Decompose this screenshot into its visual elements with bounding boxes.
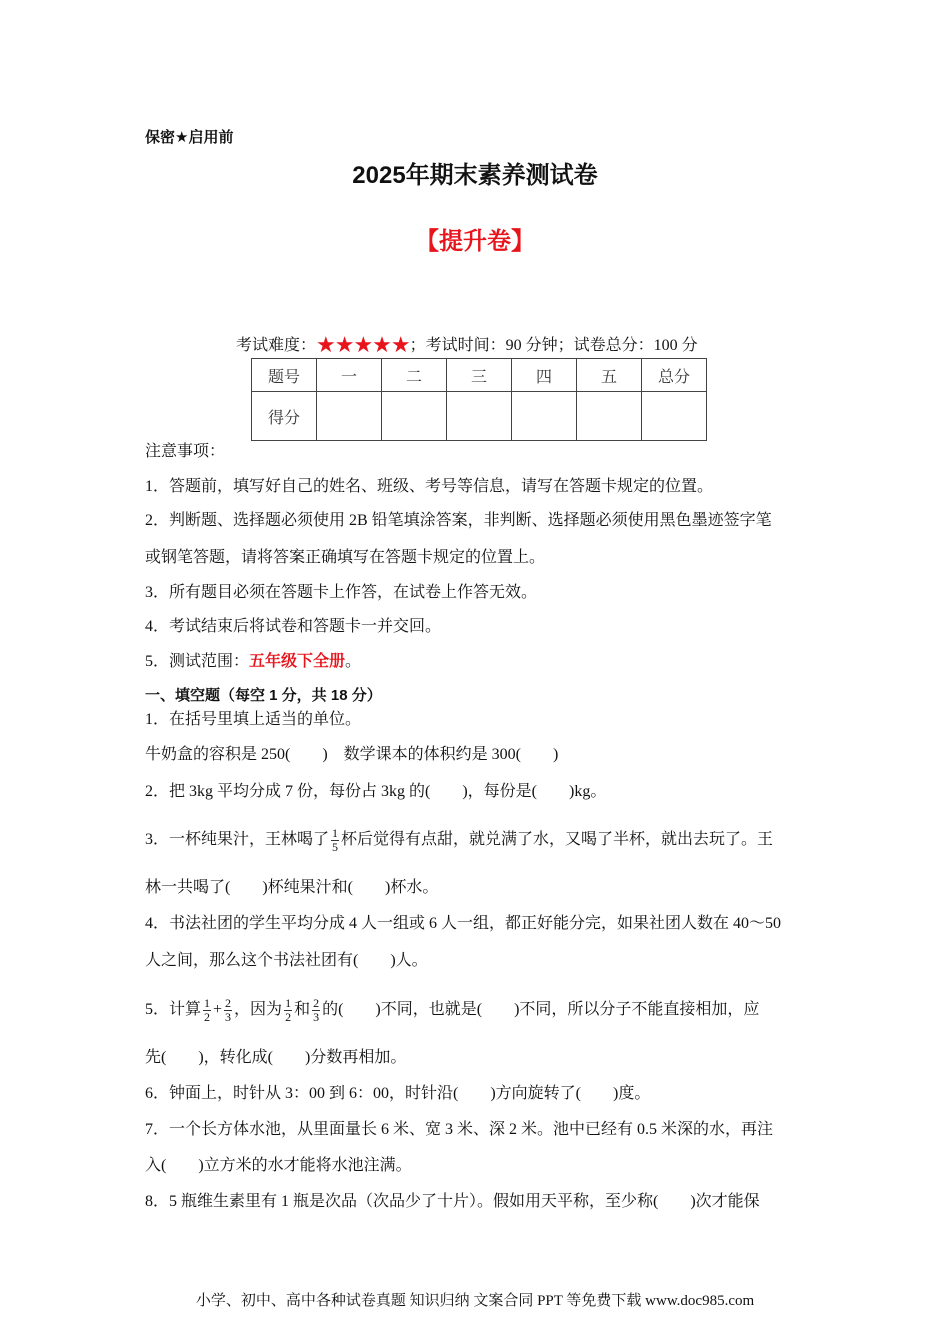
header-cell: 二	[382, 359, 447, 392]
question-3-line2: 林一共喝了( )杯纯果汁和( )杯水。	[145, 879, 439, 896]
note-item: 4．考试结束后将试卷和答题卡一并交回。	[145, 618, 442, 635]
header-cell: 总分	[642, 359, 707, 392]
q5-text: 的( )不同，也就是( )不同，所以分子不能直接相加，应	[322, 1001, 760, 1018]
notes-title: 注意事项：	[145, 443, 226, 460]
header-cell: 三	[447, 359, 512, 392]
score-cell[interactable]	[317, 392, 382, 441]
scope-value: 五年级下全册	[249, 653, 346, 670]
q3-text: 3．一杯纯果汁，王林喝了	[145, 831, 330, 848]
fraction	[224, 997, 232, 1024]
difficulty-stars-icon: ★★★★★	[316, 332, 410, 357]
footer-text: 小学、初中、高中各种试卷真题 知识归纳 文案合同 PPT 等免费下载 www.doc985.com	[195, 1293, 755, 1309]
header-cell: 四	[512, 359, 577, 392]
difficulty-label: 考试难度：	[236, 337, 317, 354]
note-item: 1．答题前，填写好自己的姓名、班级、考号等信息，请写在答题卡规定的位置。	[145, 478, 714, 495]
note-item-scope	[145, 652, 361, 672]
section-title: 一、填空题（每空 1 分，共 18 分）	[145, 687, 382, 704]
question-5	[145, 996, 759, 1024]
note-item: 3．所有题目必须在答题卡上作答，在试卷上作答无效。	[145, 584, 538, 601]
question-5-line2: 先( )，转化成( )分数再相加。	[145, 1049, 407, 1066]
q5-text: 5．计算	[145, 1001, 202, 1018]
numerator: 1	[285, 995, 292, 1010]
q3-text: 杯后觉得有点甜，就兑满了水，又喝了半杯，就出去玩了。王	[341, 831, 774, 848]
denominator: 3	[225, 1009, 232, 1024]
numerator: 2	[225, 995, 232, 1010]
score-table	[251, 358, 707, 441]
exam-time-and-score: ；考试时间：90 分钟；试卷总分：100 分	[409, 337, 698, 354]
header-cell: 五	[577, 359, 642, 392]
note-item: 或钢笔答题，请将答案正确填写在答题卡规定的位置上。	[145, 549, 546, 566]
question-6: 6．钟面上，时针从 3：00 到 6：00，时针沿( )方向旋转了( )度。	[145, 1085, 651, 1102]
numerator: 1	[204, 995, 211, 1010]
page-subtitle: 【提升卷】	[415, 228, 535, 255]
question-4-line2: 人之间，那么这个书法社团有( )人。	[145, 952, 428, 969]
page-title: 2025年期末素养测试卷	[352, 162, 598, 189]
header-cell: 一	[317, 359, 382, 392]
scope-end: 。	[345, 653, 362, 670]
q5-text: ，因为	[234, 1001, 283, 1018]
question-1: 1．在括号里填上适当的单位。	[145, 711, 362, 728]
score-row-label: 得分	[252, 392, 317, 441]
denominator: 3	[313, 1009, 320, 1024]
question-7: 7．一个长方体水池，从里面量长 6 米、宽 3 米、深 2 米。池中已经有 0.5 米深的水，再注	[145, 1121, 774, 1138]
note-item: 2．判断题、选择题必须使用 2B 铅笔填涂答案，非判断、选择题必须使用黑色墨迹签字笔	[145, 512, 772, 529]
fraction	[312, 997, 320, 1024]
plus-sign: +	[213, 1001, 223, 1018]
question-3	[145, 826, 773, 854]
fraction	[284, 997, 292, 1024]
scope-label: 5．测试范围：	[145, 653, 250, 670]
fraction	[203, 997, 211, 1024]
fraction	[331, 827, 339, 854]
header-cell: 题号	[252, 359, 317, 392]
numerator: 1	[332, 825, 339, 840]
q5-text: 和	[294, 1001, 311, 1018]
numerator: 2	[313, 995, 320, 1010]
score-cell[interactable]	[447, 392, 512, 441]
question-8: 8．5 瓶维生素里有 1 瓶是次品（次品少了十片）。假如用天平称，至少称( )次才能保	[145, 1193, 760, 1210]
score-cell[interactable]	[512, 392, 577, 441]
question-7-line2: 入( )立方米的水才能将水池注满。	[145, 1157, 412, 1174]
score-cell[interactable]	[577, 392, 642, 441]
exam-info	[236, 332, 698, 357]
denominator: 5	[332, 839, 339, 854]
question-1-content: 牛奶盒的容积是 250( ) 数学课本的体积约是 300( )	[145, 746, 559, 763]
denominator: 2	[285, 1009, 292, 1024]
score-cell[interactable]	[642, 392, 707, 441]
confidential-label: 保密★启用前	[145, 129, 234, 146]
question-2: 2．把 3kg 平均分成 7 份，每份占 3kg 的( )，每份是( )kg。	[145, 783, 607, 800]
score-cell[interactable]	[382, 392, 447, 441]
denominator: 2	[204, 1009, 211, 1024]
question-4: 4．书法社团的学生平均分成 4 人一组或 6 人一组，都正好能分完，如果社团人数在 40～50	[145, 915, 782, 932]
